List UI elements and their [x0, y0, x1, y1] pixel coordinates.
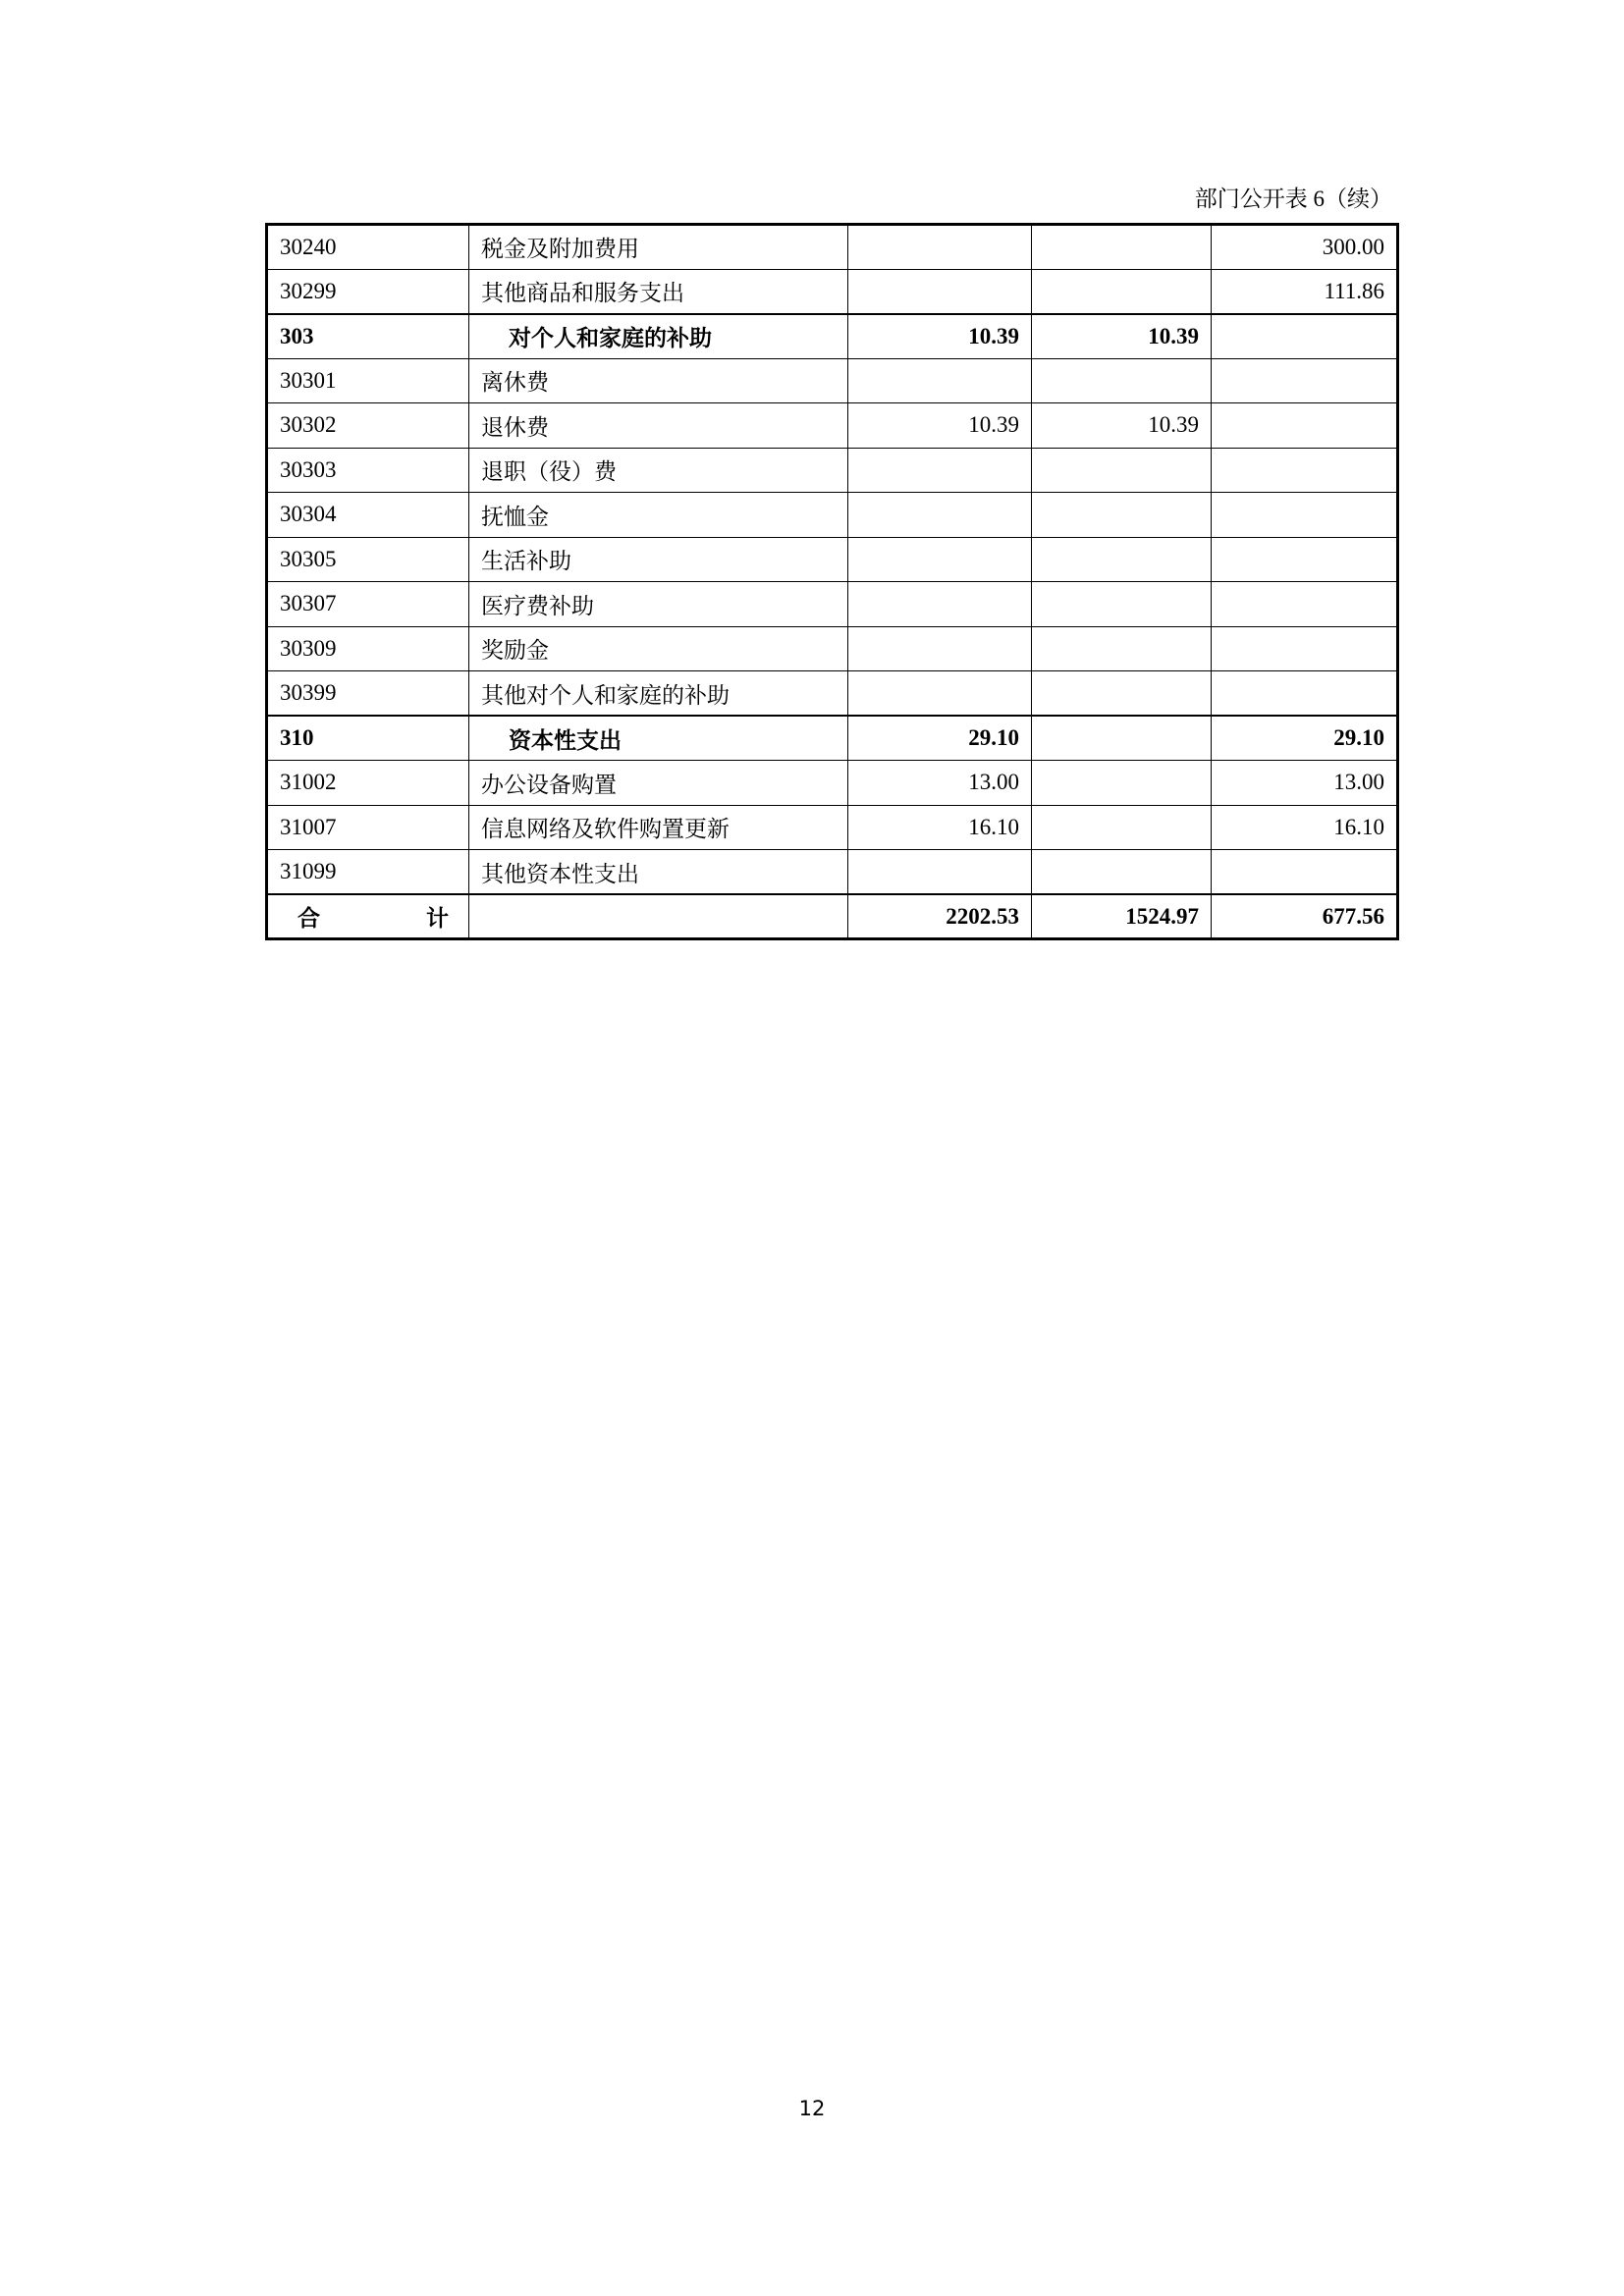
row-project-cell: 13.00: [1212, 761, 1398, 806]
table-row: [267, 269, 1398, 314]
row-code-cell: 310: [267, 716, 469, 761]
row-project-cell: [1212, 493, 1398, 538]
table-row: [267, 850, 1398, 895]
row-code-cell: 30299: [267, 269, 469, 314]
row-basic-cell: [1032, 805, 1212, 850]
row-code-cell: 30302: [267, 403, 469, 449]
row-basic-cell: [1032, 582, 1212, 627]
row-total-cell: 10.39: [848, 403, 1032, 449]
project-total-cell: 677.56: [1212, 894, 1398, 939]
row-total-cell: [848, 358, 1032, 403]
row-project-cell: [1212, 403, 1398, 449]
row-total-cell: 16.10: [848, 805, 1032, 850]
row-basic-cell: [1032, 358, 1212, 403]
row-project-cell: [1212, 671, 1398, 717]
row-project-cell: 16.10: [1212, 805, 1398, 850]
row-name-cell: 资本性支出: [469, 716, 848, 761]
row-code-cell: 31007: [267, 805, 469, 850]
row-code-cell: 30303: [267, 448, 469, 493]
row-basic-cell: 10.39: [1032, 403, 1212, 449]
total-row: [267, 894, 1398, 939]
table-row: [267, 225, 1398, 270]
table-row: [267, 403, 1398, 449]
row-name-cell: 生活补助: [469, 537, 848, 582]
row-name-cell: 其他资本性支出: [469, 850, 848, 895]
row-total-cell: 13.00: [848, 761, 1032, 806]
row-total-cell: [848, 582, 1032, 627]
row-basic-cell: [1032, 761, 1212, 806]
row-total-cell: [848, 537, 1032, 582]
row-project-cell: 111.86: [1212, 269, 1398, 314]
row-name-cell: 对个人和家庭的补助: [469, 314, 848, 359]
total-label-left: 合: [298, 906, 320, 931]
table-row: [267, 805, 1398, 850]
row-code-cell: 31099: [267, 850, 469, 895]
row-name-cell: 退职（役）费: [469, 448, 848, 493]
row-project-cell: 29.10: [1212, 716, 1398, 761]
row-name-cell: 退休费: [469, 403, 848, 449]
row-basic-cell: [1032, 537, 1212, 582]
table-row: [267, 626, 1398, 671]
row-total-cell: 29.10: [848, 716, 1032, 761]
row-code-cell: 30305: [267, 537, 469, 582]
row-basic-cell: [1032, 225, 1212, 270]
total-label-right: 计: [426, 906, 449, 931]
row-project-cell: [1212, 314, 1398, 359]
row-name-cell: 奖励金: [469, 626, 848, 671]
row-project-cell: [1212, 448, 1398, 493]
total-label-cell: [267, 894, 469, 939]
grand-total-cell: 2202.53: [848, 894, 1032, 939]
row-project-cell: [1212, 850, 1398, 895]
row-total-cell: [848, 448, 1032, 493]
basic-total-cell: 1524.97: [1032, 894, 1212, 939]
row-project-cell: [1212, 626, 1398, 671]
row-total-cell: [848, 269, 1032, 314]
row-basic-cell: [1032, 626, 1212, 671]
row-basic-cell: [1032, 269, 1212, 314]
row-name-cell: 办公设备购置: [469, 761, 848, 806]
row-code-cell: 30240: [267, 225, 469, 270]
row-total-cell: [848, 671, 1032, 717]
table-row: [267, 314, 1398, 359]
row-project-cell: 300.00: [1212, 225, 1398, 270]
row-total-cell: [848, 850, 1032, 895]
row-total-cell: [848, 626, 1032, 671]
row-code-cell: 30307: [267, 582, 469, 627]
table-row: [267, 537, 1398, 582]
row-name-cell: 其他商品和服务支出: [469, 269, 848, 314]
row-name-cell: 医疗费补助: [469, 582, 848, 627]
row-basic-cell: 10.39: [1032, 314, 1212, 359]
table-row: [267, 448, 1398, 493]
row-code-cell: 30399: [267, 671, 469, 717]
table-row: [267, 582, 1398, 627]
row-code-cell: 303: [267, 314, 469, 359]
row-code-cell: 31002: [267, 761, 469, 806]
row-name-cell: 信息网络及软件购置更新: [469, 805, 848, 850]
total-name-cell: [469, 894, 848, 939]
table-row: [267, 716, 1398, 761]
row-name-cell: 其他对个人和家庭的补助: [469, 671, 848, 717]
row-total-cell: [848, 225, 1032, 270]
row-basic-cell: [1032, 850, 1212, 895]
table-row: [267, 671, 1398, 717]
row-code-cell: 30309: [267, 626, 469, 671]
row-code-cell: 30301: [267, 358, 469, 403]
budget-table: [265, 223, 1399, 940]
row-name-cell: 抚恤金: [469, 493, 848, 538]
row-project-cell: [1212, 582, 1398, 627]
row-code-cell: 30304: [267, 493, 469, 538]
table-row: [267, 761, 1398, 806]
row-basic-cell: [1032, 448, 1212, 493]
row-name-cell: 离休费: [469, 358, 848, 403]
row-basic-cell: [1032, 671, 1212, 717]
row-basic-cell: [1032, 716, 1212, 761]
row-project-cell: [1212, 358, 1398, 403]
table-caption: 部门公开表 6（续）: [1194, 187, 1392, 211]
page-number: 12: [798, 2097, 826, 2120]
row-basic-cell: [1032, 493, 1212, 538]
row-total-cell: [848, 493, 1032, 538]
row-project-cell: [1212, 537, 1398, 582]
budget-table-body: [267, 225, 1398, 939]
table-row: [267, 493, 1398, 538]
table-row: [267, 358, 1398, 403]
row-total-cell: 10.39: [848, 314, 1032, 359]
row-name-cell: 税金及附加费用: [469, 225, 848, 270]
